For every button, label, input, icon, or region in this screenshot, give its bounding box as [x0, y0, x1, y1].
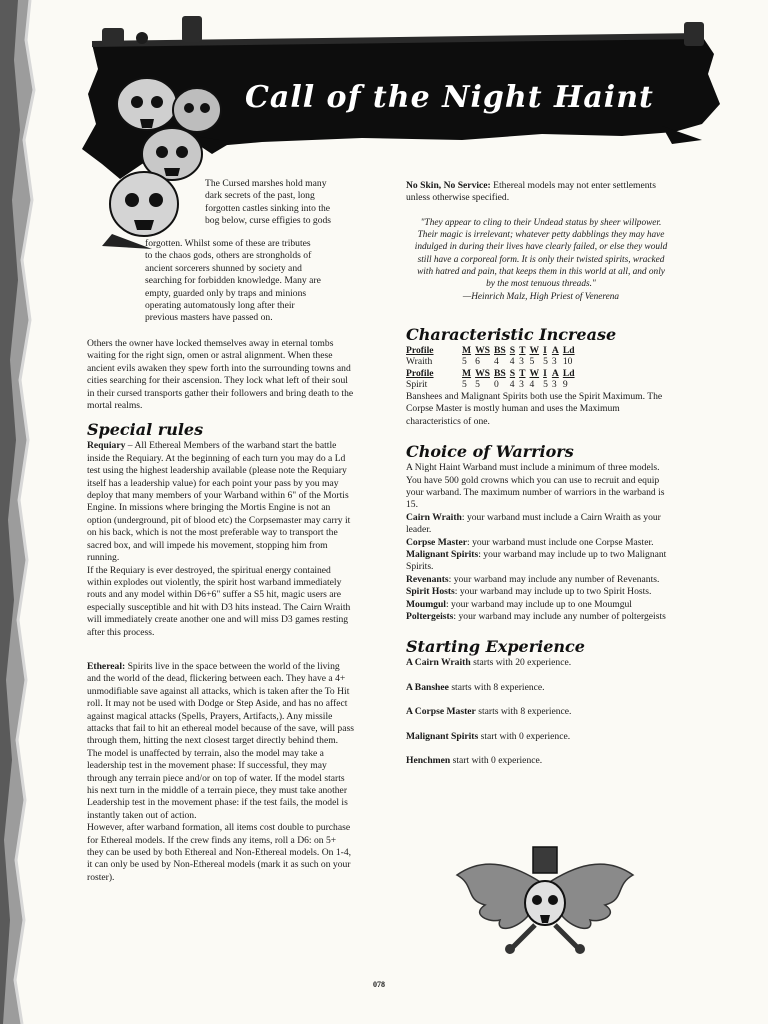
stats-cell: 9	[562, 379, 568, 391]
stats-header-cell: M	[462, 344, 472, 356]
stats-header-cell: WS	[475, 367, 490, 379]
warrior-text: : your warband may include up to two Spirit Hosts.	[454, 586, 652, 598]
page-number: 078	[373, 980, 385, 989]
stats-cell: 3	[519, 379, 524, 391]
stats-header-cell: Ld	[562, 367, 575, 379]
intro-wrap-top	[205, 178, 365, 228]
stats-cell: 4	[509, 356, 515, 368]
warrior-text: : your warband must include a Cairn Wraith as your leader.	[406, 511, 661, 536]
warrior-text: : your warband may include any number of Revenants.	[448, 573, 660, 585]
warrior-entry	[406, 611, 676, 623]
warrior-entry	[406, 537, 676, 549]
left-body	[87, 338, 355, 884]
stats-cell: 0	[494, 379, 499, 391]
ethereal-rule-3: However, after warband formation, all items cost double to purchase for Ethereal models. If the crew finds any items, roll a D6: on 5+ they can be used by both Ethereal and Non-Ethereal models. On 1-4, it can only be used by Non-Ethereal models (mark it as such on your roster).	[87, 822, 352, 883]
stats-row-spirit	[406, 379, 579, 391]
intro-line: bog below, curse effigies to gods	[205, 215, 332, 227]
requiary-rule-2: If the Requiary is ever destroyed, the spiritual energy contained within explodes out violently, the spirit host warband immediately routs and any model within D6+6" suffer a S5 hit, magic users are especially susceptible and hit with D3 hits instead. The Cairn Wraith will immediately create another one and will miss D3 games resting after this process.	[87, 564, 351, 638]
intro-line: dark secrets of the past, long	[205, 190, 315, 202]
stats-header-cell: WS	[475, 344, 490, 356]
stats-cell: 4	[529, 379, 535, 391]
experience-label: A Cairn Wraith	[406, 657, 471, 669]
stats-header-cell: T	[519, 344, 526, 356]
stats-header-cell: Ld	[562, 344, 575, 356]
no-skin-rule	[406, 180, 676, 205]
quote-text: "They appear to cling to their Undead status by sheer willpower. Their magic is irrelevant; whatever petty dabblings they may have indulged in during their lives have clearly failed, or else they would still have a corporeal form. It is only their twisted spirits, wracked with hatred and pain, that keeps them in this world at all, and only by the most tenuous threads."	[414, 217, 668, 290]
stats-header-cell: M	[462, 367, 472, 379]
ethereal-label: Ethereal:	[87, 660, 126, 672]
warrior-label: Cairn Wraith	[406, 511, 462, 523]
choice-of-warriors-heading: Choice of Warriors	[406, 442, 574, 462]
intro-line: searching for forbidden knowledge. Many are	[145, 275, 321, 287]
torn-edge	[0, 0, 46, 1024]
stats-header-cell: I	[543, 344, 547, 356]
warrior-entry	[406, 599, 676, 611]
stats-header-cell: W	[529, 344, 540, 356]
intro-line: forgotten. Whilst some of these are tributes	[145, 238, 311, 249]
intro-wrap-middle	[145, 238, 355, 325]
stats-cell: 5	[543, 379, 548, 391]
stats-cell: 3	[551, 379, 557, 391]
quote-attribution: —Heinrich Malz, High Priest of Venerena	[462, 291, 620, 302]
experience-entry	[406, 755, 676, 767]
stats-row-wraith	[406, 356, 579, 368]
stats-header-cell: A	[551, 344, 559, 356]
characteristic-note: Banshees and Malignant Spirits both use the Spirit Maximum. The Corpse Master is mostly human and uses the Maximum characteristics of one.	[406, 390, 663, 427]
warrior-entry	[406, 574, 676, 586]
stats-header-cell: BS	[494, 367, 506, 379]
experience-label: Malignant Spirits	[406, 730, 479, 742]
right-column	[406, 180, 676, 767]
intro-line: The Cursed marshes hold many	[205, 178, 327, 189]
ethereal-rule	[87, 661, 355, 748]
requiary-rule	[87, 440, 355, 564]
choice-intro: A Night Haint Warband must include a minimum of three models. You have 500 gold crowns which you can use to recruit and equip your warband. The maximum number of warriors in the warband is 15.	[406, 462, 665, 511]
stats-header-cell: I	[543, 367, 547, 379]
intro-line: ancient sorcerers shunned by society and	[145, 262, 302, 274]
stats-cell: 5	[529, 356, 535, 368]
warrior-label: Moumgul	[406, 598, 446, 610]
intro-line: to the chaos gods, others are strongholds of	[145, 250, 312, 262]
warrior-text: : your warband may include up to one Moumgul	[445, 598, 632, 610]
requiary-label: Requiary	[87, 440, 126, 452]
ethereal-rule-2: The model is unaffected by terrain, also the model may take a leadership test in the movement phase: If successful, they may through any terrain piece and/or on top of water. If the model starts his next turn in the middle of a terrain piece, they must take another Leadership test in the movement phase: if the test fails, the model is instantly taken out of action.	[87, 747, 348, 821]
warrior-label: Malignant Spirits	[406, 548, 479, 560]
stats-cell: 4	[509, 379, 515, 391]
intro-line: previous masters have passed on.	[145, 312, 273, 324]
stats-header-cell: T	[519, 367, 526, 379]
stats-header-row	[406, 345, 579, 357]
experience-text: starts with 8 experience.	[475, 706, 572, 718]
stats-cell: 5	[543, 356, 548, 368]
special-rules-heading: Special rules	[87, 420, 204, 440]
stats-header-cell: A	[551, 367, 559, 379]
experience-label: A Corpse Master	[406, 706, 476, 718]
page-title: Call of the Night Haint	[245, 80, 654, 115]
stats-header-cell: S	[509, 367, 516, 379]
intro-line: empty, guarded only by traps and minions	[145, 287, 307, 299]
no-skin-label: No Skin, No Service:	[406, 180, 491, 191]
experience-label: A Banshee	[406, 681, 449, 693]
stats-cell: 6	[475, 356, 480, 368]
stats-cell: Wraith	[406, 356, 433, 368]
warrior-label: Poltergeists	[406, 610, 454, 622]
stats-cell: 3	[519, 356, 524, 368]
intro-line: forgotten castles sinking into the	[205, 202, 331, 214]
intro-paragraph-2: Others the owner have locked themselves away in eternal tombs waiting for the right sign, omen or astral alignment. When these ancient evils awaken they spew forth into the surrounding towns and cities searching for their ascension. They lock what left of their soul in their cursed transports gather their followers and bring death to the mortal realms.	[87, 338, 354, 412]
requiary-text: – All Ethereal Members of the warband start the battle inside the Requiary. At the beginning of each turn you may do a Ld test using the highest leadership available (please note the Requiary itself has a leadership value) for each point your pass by you may deploy that many members of your Warband within 6" of the Mortis Engine. In missions where bringing the Mortis Engine is not an option (underground, pit of blood etc) the Corpsemaster may carry it on his back, which is not the most preferable way to transport the sacred box, and will impede his movement, stopping him from running.	[87, 440, 351, 564]
stats-header-cell: Profile	[406, 367, 434, 379]
stats-header-cell: W	[529, 367, 540, 379]
characteristic-increase-heading: Characteristic Increase	[406, 324, 617, 344]
experience-entry	[406, 682, 676, 694]
warrior-label: Spirit Hosts	[406, 586, 455, 598]
stats-header-row-2	[406, 368, 579, 380]
warrior-text: : your warband may include any number of poltergeists	[453, 610, 666, 622]
warrior-entry	[406, 586, 676, 598]
stats-header-cell: BS	[494, 344, 506, 356]
warrior-entry	[406, 512, 676, 537]
stats-cell: 4	[494, 356, 499, 368]
stats-cell: 10	[562, 356, 573, 368]
experience-text: start with 0 experience.	[478, 730, 571, 742]
warrior-entry	[406, 549, 676, 574]
quote-block	[412, 217, 670, 303]
warrior-label: Revenants	[406, 573, 449, 585]
stats-cell: Spirit	[406, 379, 428, 391]
winged-skull-emblem	[455, 845, 635, 955]
stats-cell: 5	[462, 379, 467, 391]
experience-label: Henchmen	[406, 755, 451, 767]
experience-text: start with 0 experience.	[450, 755, 543, 767]
stats-cell: 5	[462, 356, 467, 368]
stats-header-cell: S	[509, 344, 516, 356]
starting-experience-heading: Starting Experience	[406, 637, 585, 657]
warrior-text: : your warband may include up to two Malignant Spirits.	[406, 548, 667, 573]
no-skin-text: Ethereal models may not enter settlements unless otherwise specified.	[406, 180, 656, 204]
stats-header-cell: Profile	[406, 344, 434, 356]
stats-cell: 5	[475, 379, 480, 391]
stats-table	[406, 345, 579, 391]
warrior-label: Corpse Master	[406, 536, 468, 548]
experience-entry	[406, 657, 676, 669]
stats-cell: 3	[551, 356, 557, 368]
experience-text: starts with 8 experience.	[448, 681, 545, 693]
ethereal-text: Spirits live in the space between the world of the living and the world of the dead, flickering between each. They have a 4+ unmodifiable save against all attacks, which is taken after the To Hit roll. It may not be used with Dodge or Step Aside, and has no affect against magical attacks (Spells, Prayers, Artifacts,). Any missile attacks that fail to hit an ethereal model because of the save, will pass through them, hitting the next closest target directly behind them.	[87, 660, 354, 747]
warrior-text: : your warband must include one Corpse Master.	[467, 536, 654, 548]
experience-entry	[406, 731, 676, 743]
intro-line: operating automatously long after their	[145, 300, 295, 312]
experience-entry	[406, 706, 676, 718]
experience-text: starts with 20 experience.	[470, 657, 572, 669]
